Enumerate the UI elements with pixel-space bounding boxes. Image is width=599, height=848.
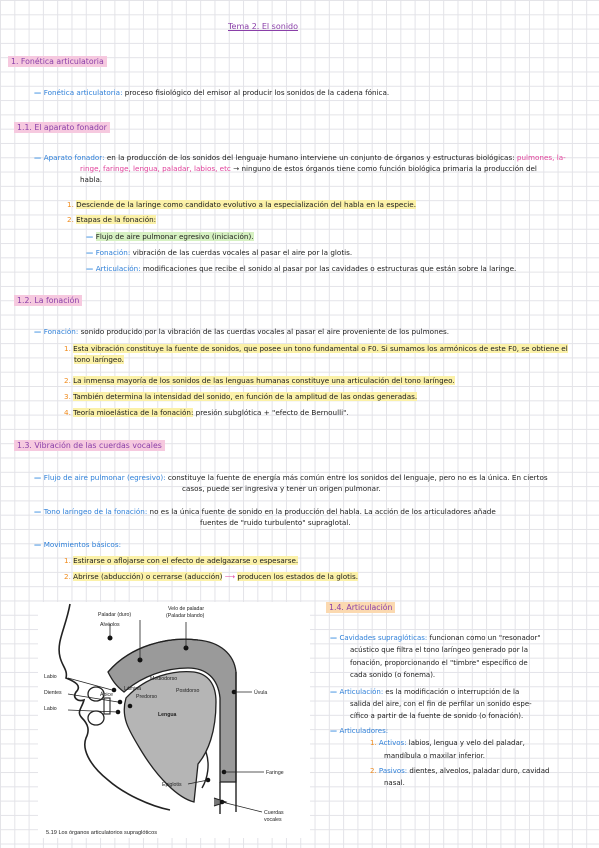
bullet-dash: — xyxy=(86,232,96,241)
arrow-icon: ⟶ xyxy=(224,572,236,581)
organs-text: ringe, faringe, lengua, paladar, labios, etc xyxy=(80,164,231,173)
aparato-item-1 xyxy=(67,199,587,210)
bullet-dash: — xyxy=(330,687,340,696)
label-postdorso: Postdorso xyxy=(176,688,200,694)
text: casos, puede ser ingresiva y tener un origen pulmonar. xyxy=(182,484,381,493)
item-text: La inmensa mayoría de los sonidos de las lenguas humanas constituye una articulación del tono laríngeo. xyxy=(73,376,455,385)
label-vocales: vocales xyxy=(264,817,282,823)
bullet-dash: — xyxy=(34,473,44,482)
label-paladar-duro: Paladar (duro) xyxy=(98,612,132,618)
label-velo-paladar: Velo de paladar xyxy=(168,606,205,612)
articulatory-organs-figure xyxy=(38,602,310,838)
definition-text: sonido producido por la vibración de las cuerdas vocales al pasar el aire proveniente de los pulmones. xyxy=(80,327,450,336)
term: Movimientos básicos: xyxy=(43,540,121,549)
bullet-dash: — xyxy=(86,248,96,257)
section-heading-1-3: 1.3. Vibración de las cuerdas vocales xyxy=(14,440,165,451)
definition-text: proceso fisiológico del emisor al producir los sonidos de la cadena fónica. xyxy=(124,88,390,97)
text: cífico a partir de la fuente de sonido (o fonación). xyxy=(350,712,524,721)
term: Flujo de aire pulmonar (egresivo): xyxy=(43,473,166,482)
item-text: También determina la intensidad del sonido, en función de la amplitud de las ondas generadas. xyxy=(73,392,418,401)
item-term: Teoría mioelástica de la fonación: xyxy=(73,408,194,417)
bullet-dash: — xyxy=(34,540,44,549)
articuladores-pasivos xyxy=(370,765,592,790)
item-number: 2. xyxy=(64,376,71,385)
etapa-3 xyxy=(86,263,596,274)
label-mediodorso: Mediodorso xyxy=(150,676,178,682)
item-number: 4. xyxy=(64,408,71,417)
tono-laringeo xyxy=(34,506,594,528)
articuladores xyxy=(330,725,592,737)
fonetica-definition xyxy=(34,87,594,98)
flujo-aire xyxy=(34,472,594,494)
label-alveolos: Alvéolos xyxy=(100,622,120,628)
bullet-dash: — xyxy=(34,88,44,97)
vocal-tract-diagram xyxy=(38,602,310,838)
aparato-line-1 xyxy=(34,152,594,163)
articulacion-def xyxy=(330,686,592,723)
item-text: producen los estados de la glotis. xyxy=(237,572,359,581)
text: dientes, alveolos, paladar duro, cavidad xyxy=(409,767,550,776)
item-number: 1. xyxy=(64,344,71,353)
term: Articulación: xyxy=(339,687,384,696)
text: cada sonido (o fonema). xyxy=(350,671,436,680)
item-text: presión subglótica + "efecto de Bernoulli". xyxy=(195,408,349,417)
section-heading-1-4: 1.4. Articulación xyxy=(326,602,395,613)
etapa-2 xyxy=(86,247,586,258)
item-text: Etapas de la fonación: xyxy=(76,215,157,224)
item-number: 2. xyxy=(64,572,71,581)
label-labio-superior: Labio xyxy=(44,674,57,680)
organs-text: pulmones, la- xyxy=(516,153,566,162)
label-dientes: Dientes xyxy=(44,690,62,696)
fonacion-item-4 xyxy=(64,407,594,418)
text: es la modificación o interrupción de la xyxy=(385,687,520,696)
label-lengua: Lengua xyxy=(158,712,177,718)
text: fuentes de "ruido turbulento" supraglotal. xyxy=(200,518,351,527)
label-faringe: Faringe xyxy=(266,770,284,776)
etapa-1 xyxy=(86,231,586,242)
term: Cavidades supraglóticas: xyxy=(339,634,428,642)
item-term: Activos: xyxy=(378,739,407,748)
text: fonación, proporcionando el "timbre" específico de xyxy=(350,658,528,667)
text: mandíbula o maxilar inferior. xyxy=(384,751,486,760)
term: Aparato fonador: xyxy=(43,153,105,162)
label-uvula: Úvula xyxy=(254,690,268,696)
aparato-line-2 xyxy=(34,163,594,174)
term: Articuladores: xyxy=(339,726,389,735)
term: Fonética articulatoria: xyxy=(43,88,123,97)
text: → ninguno de estos órganos tiene como función biológica primaria la producción del xyxy=(233,164,537,173)
figure-caption: 5.19 Los órganos articulatorios supraglóticos xyxy=(46,830,158,836)
movimiento-1 xyxy=(64,555,584,566)
term: Articulación: xyxy=(95,264,141,273)
etapa-text: Flujo de aire pulmonar egresivo (iniciación). xyxy=(95,232,254,241)
term: Tono laríngeo de la fonación: xyxy=(43,507,148,516)
text: funcionan como un "resonador" xyxy=(429,634,541,642)
aparato-item-2 xyxy=(67,214,587,225)
label-epiglotis: Epiglotis xyxy=(162,782,182,788)
bullet-dash: — xyxy=(330,634,340,642)
item-term: Pasivos: xyxy=(378,767,408,776)
text: en la producción de los sonidos del lenguaje humano interviene un conjunto de órganos y estructuras biológicas: xyxy=(106,153,515,162)
text: salida del aire, con el fin de perfilar un sonido espe- xyxy=(350,700,532,709)
item-number: 1. xyxy=(64,556,71,565)
item-number: 1. xyxy=(370,739,377,748)
label-labio-inferior: Labio xyxy=(44,706,57,712)
item-number: 2. xyxy=(67,215,74,224)
aparato-line-3: habla. xyxy=(80,175,103,184)
bullet-dash: — xyxy=(86,264,96,273)
fonacion-definition xyxy=(34,326,594,337)
item-text: Estirarse o aflojarse con el efecto de adelgazarse o espesarse. xyxy=(73,556,299,565)
item-number: 3. xyxy=(64,392,71,401)
articuladores-activos xyxy=(370,737,592,762)
section-heading-1-1: 1.1. El aparato fonador xyxy=(14,122,110,133)
bullet-dash: — xyxy=(34,153,44,162)
movimientos-basicos xyxy=(34,539,334,550)
label-cuerdas: Cuerdas xyxy=(264,810,284,816)
label-paladar-blando: (Paladar blando) xyxy=(166,613,205,619)
bullet-dash: — xyxy=(330,726,340,735)
fonacion-item-2 xyxy=(64,375,594,386)
section-heading-1-2: 1.2. La fonación xyxy=(14,295,82,306)
bullet-dash: — xyxy=(34,327,44,336)
text: acústico que filtra el tono laríngeo generado por la xyxy=(350,646,529,655)
fonacion-item-1 xyxy=(64,343,594,365)
label-apice: Ápice xyxy=(100,692,113,698)
label-predorso: Predorso xyxy=(136,694,158,700)
text: nasal. xyxy=(384,779,405,788)
text: no es la única fuente de sonido en la producción del habla. La acción de los articuladores añade xyxy=(149,507,496,516)
text: labios, lengua y velo del paladar, xyxy=(408,739,525,748)
term: Fonación: xyxy=(43,327,79,336)
etapa-text: modificaciones que recibe el sonido al pasar por las cavidades o estructuras que están sobre la laringe. xyxy=(142,264,517,273)
text: constituye la fuente de energía más común entre los sonidos del lenguaje, pero no es la única. En ciertos xyxy=(167,473,548,482)
section-heading-1: 1. Fonética articulatoria xyxy=(8,56,107,67)
term: Fonación: xyxy=(95,248,131,257)
item-text: Desciende de la laringe como candidato evolutivo a la especialización del habla en la especie. xyxy=(76,200,416,209)
page-title: Tema 2. El sonido xyxy=(228,22,299,31)
item-number: 1. xyxy=(67,200,74,209)
item-text: Esta vibración constituye la fuente de sonidos, que posee un tono fundamental o F0. Si sumamos los armónicos de este F0, se obtiene el xyxy=(73,344,568,353)
label-lamina: Lámina xyxy=(124,686,142,692)
etapa-text: vibración de las cuerdas vocales al pasar el aire por la glotis. xyxy=(132,248,353,257)
bullet-dash: — xyxy=(34,507,44,516)
aparato-fonador-block xyxy=(34,152,594,185)
cavidades xyxy=(330,632,592,682)
movimiento-2 xyxy=(64,571,584,582)
item-text: Abrirse (abducción) o cerrarse (aducción) xyxy=(73,572,223,581)
articulacion-block xyxy=(330,632,592,790)
item-text: tono laríngeo. xyxy=(74,355,124,364)
fonacion-item-3 xyxy=(64,391,594,402)
item-number: 2. xyxy=(370,767,377,776)
